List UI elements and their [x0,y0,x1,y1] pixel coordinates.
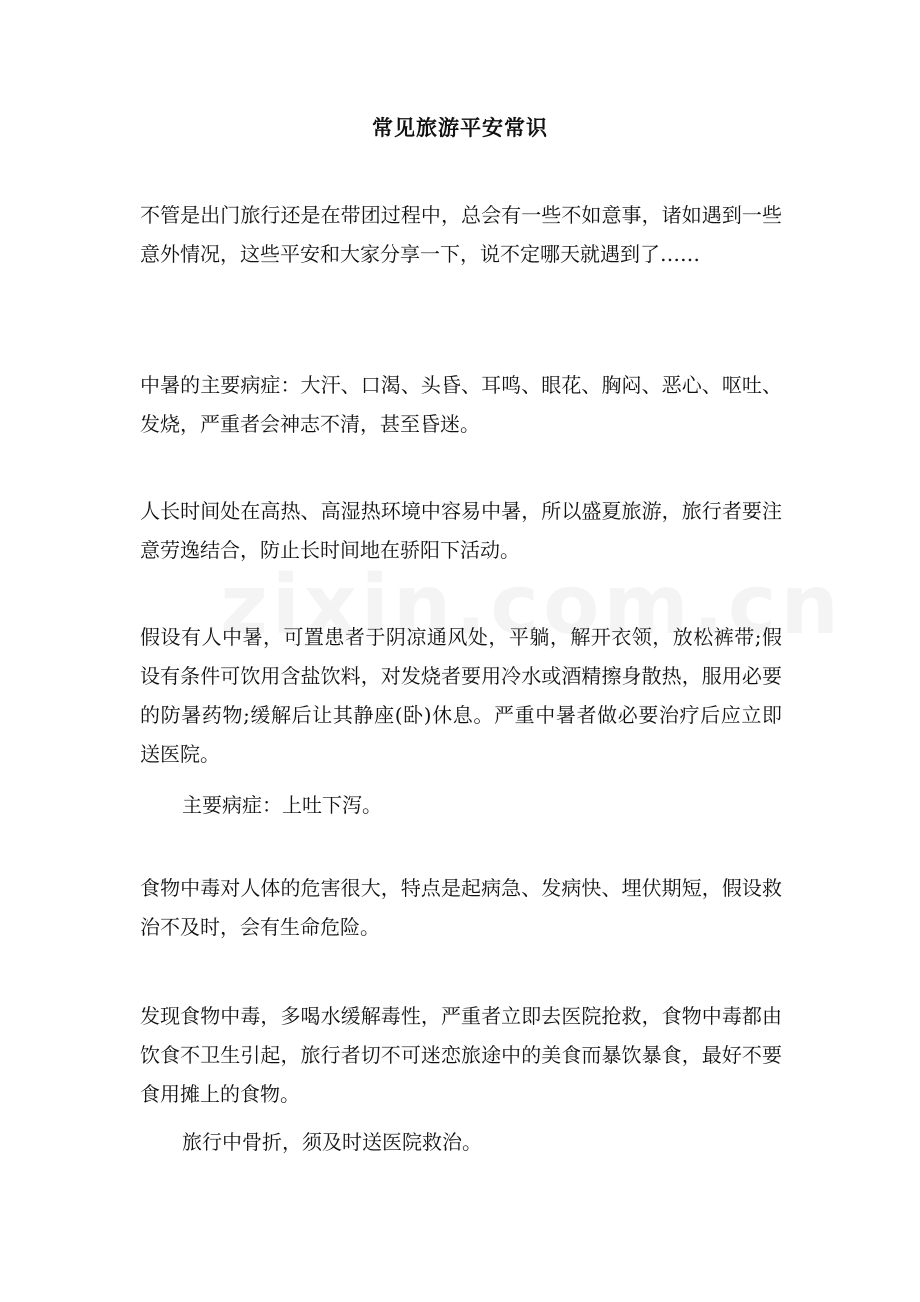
paragraph-heatstroke-cause: 人长时间处在高热、高湿热环境中容易中暑，所以盛夏旅游，旅行者要注意劳逸结合，防止长时间地在骄阳下活动。 [140,499,782,562]
paragraph-food-poisoning-danger: 食物中毒对人体的危害很大，特点是起病急、发病快、埋伏期短，假设救治不及时，会有生命危险。 [140,876,782,939]
paragraph-intro: 不管是出门旅行还是在带团过程中，总会有一些不如意事，诸如遇到一些意外情况，这些平安和大家分享一下，说不定哪天就遇到了…… [140,203,782,266]
paragraph-heatstroke-treatment: 假设有人中暑，可置患者于阴凉通风处，平躺，解开衣领，放松裤带;假设有条件可饮用含盐饮料，对发烧者要用冷水或酒精擦身散热，服用必要的防暑药物;缓解后让其静座(卧)休息。严重中暑者做必要治疗后应立即送医院。 [140,625,782,766]
paragraph-heatstroke-symptoms: 中暑的主要病症：大汗、口渴、头昏、耳鸣、眼花、胸闷、恶心、呕吐、发烧，严重者会神志不清，甚至昏迷。 [140,373,782,436]
paragraph-food-poisoning-treatment: 发现食物中毒，多喝水缓解毒性，严重者立即去医院抢救，食物中毒都由饮食不卫生引起，旅行者切不可迷恋旅途中的美食而暴饮暴食，最好不要食用摊上的食物。 [140,1004,782,1106]
document-title: 常见旅游平安常识 [372,115,548,140]
paragraph-fracture: 旅行中骨折，须及时送医院救治。 [182,1130,482,1154]
paragraph-food-poisoning-symptoms: 主要病症：上吐下泻。 [182,793,382,817]
